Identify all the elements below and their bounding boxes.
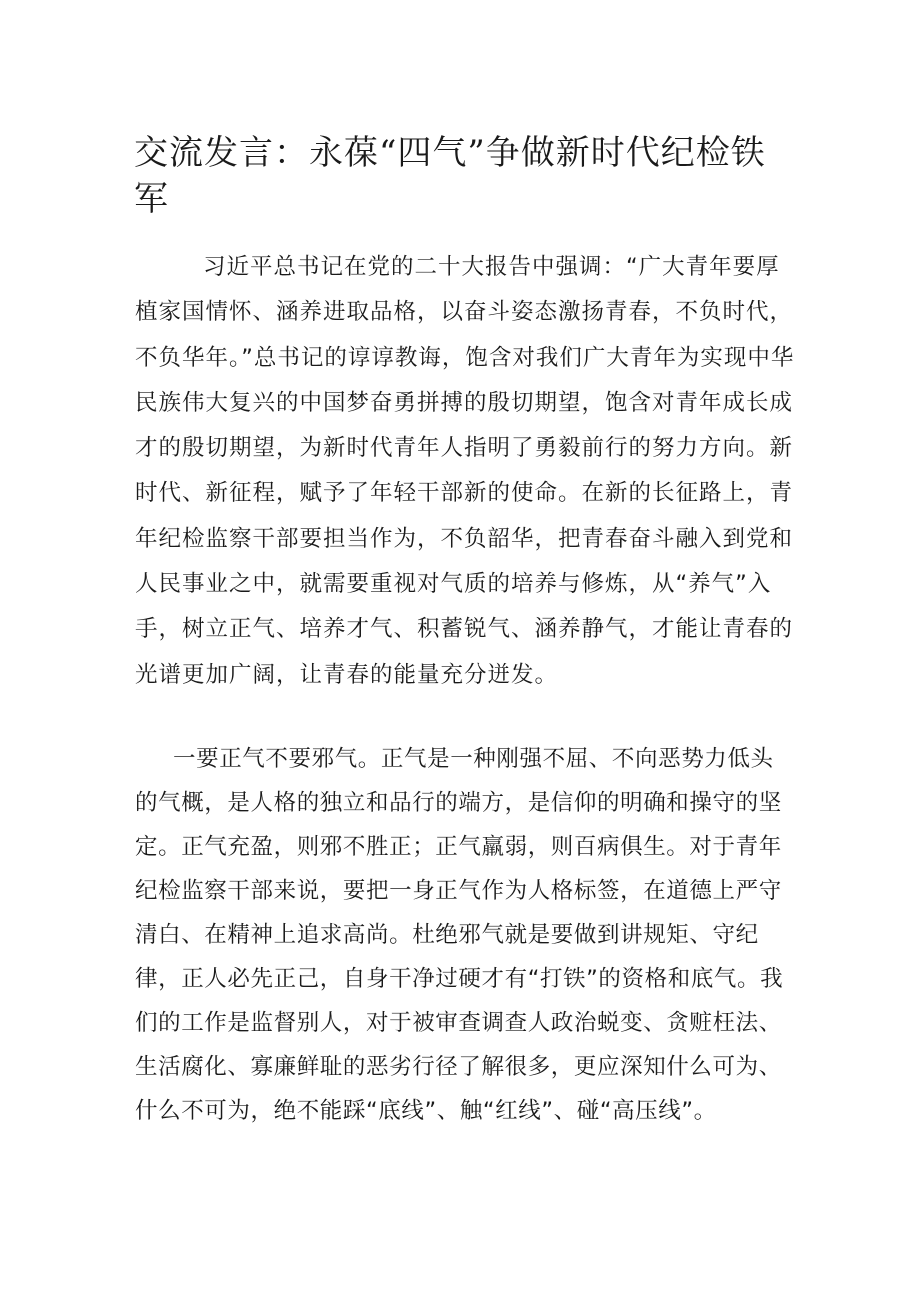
- document-title: 交流发言：永葆“四气”争做新时代纪检铁军: [134, 133, 766, 219]
- body-paragraph-righteousness: 一要正气不要邪气。正气是一种刚强不屈、不向恶势力低头的气概，是人格的独立和品行的端方，是信仰的明确和操守的坚定。正气充盈，则邪不胜正；正气羸弱，则百病俱生。对于青年纪检监察干部来说，要把一身正气作为人格标签，在道德上严守清白、在精神上追求高尚。杜绝邪气就是要做到讲规矩、守纪律，正人必先正己，自身干净过硬才有“打铁”的资格和底气。我们的工作是监督别人，对于被审查调查人政治蜕变、贪赃枉法、生活腐化、寡廉鲜耻的恶劣行径了解很多，更应深知什么可为、什么不可为，绝不能踩“底线”、触“红线”、碰“高压线”。: [135, 746, 784, 1124]
- body-paragraph-intro: 习近平总书记在党的二十大报告中强调：“广大青年要厚植家国情怀、涵养进取品格，以奋斗姿态激扬青春，不负时代，不负华年。”总书记的谆谆教诲，饱含对我们广大青年为实现中华民族伟大复兴的中国梦奋勇拼搏的殷切期望，饱含对青年成长成才的殷切期望，为新时代青年人指明了勇毅前行的努力方向。新时代、新征程，赋予了年轻干部新的使命。在新的长征路上，青年纪检监察干部要担当作为，不负韶华，把青春奋斗融入到党和人民事业之中，就需要重视对气质的培养与修炼，从“养气”入手，树立正气、培养才气、积蓄锐气、涵养静气，才能让青春的光谱更加广阔，让青春的能量充分迸发。: [135, 254, 795, 688]
